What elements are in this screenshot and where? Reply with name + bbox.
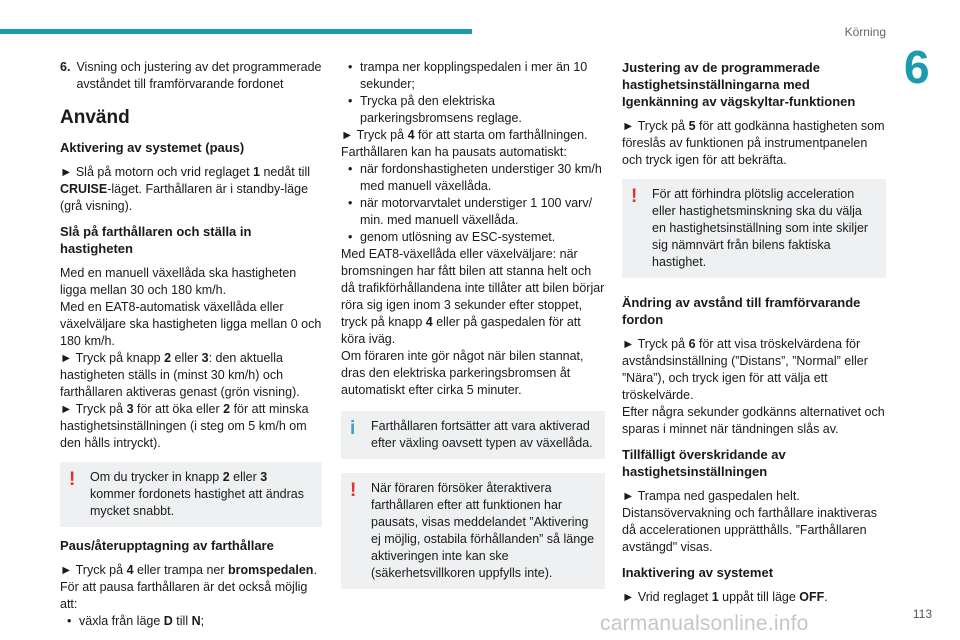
heading-andring: Ändring av avstånd till framförvarande fordon: [622, 295, 861, 327]
warning-icon: !: [350, 480, 357, 501]
heading-anvand: Använd: [60, 107, 130, 128]
paragraph: ► Tryck på 5 för att godkänna hastigheten som föreslås av funktionen på instrumentpanelen och tryck igen för att bekräfta.: [622, 119, 885, 167]
warning-note: ! Om du trycker in knapp 2 eller 3 kommer fordonets hastighet att ändras mycket snabbt.: [60, 462, 322, 527]
heading-justering: Justering av de programmerade hastighetsinställningarna med Igenkänning av vägskyltar-funktionen: [622, 60, 856, 109]
info-note: i Farthållaren fortsätter att vara aktiverad efter växling oavsett typen av växellåda.: [341, 411, 605, 459]
list-item: • Trycka på den elektriska parkeringsbromsens reglage.: [341, 93, 605, 127]
paragraph: Om föraren inte gör något när bilen stannat, dras den elektriska parkeringsbromsen åt automatiskt efter cirka 5 minuter.: [341, 349, 584, 397]
list-item: • genom utlösning av ESC-systemet.: [341, 229, 605, 246]
header-accent-bar: [0, 29, 472, 34]
paragraph: Med en EAT8-automatisk växellåda eller växelväljare ska hastigheten ligga mellan 0 och 180 km/h.: [60, 300, 322, 348]
section-name: Körning: [844, 25, 886, 39]
list-item: • växla från läge D till N;: [60, 613, 322, 630]
column-3: [622, 59, 886, 606]
paragraph: ► Tryck på 4 för att starta om farthållningen.: [341, 128, 588, 142]
paragraph: Efter några sekunder godkänns alternativet och sparas i minnet när tändningen slås av.: [622, 405, 885, 436]
heading-inaktivering: Inaktivering av systemet: [622, 565, 774, 580]
warning-note: ! När föraren försöker återaktivera farthållaren efter att funktionen har pausats, visas meddelandet ”Aktivering ej möjlig, ostabila förhållanden” så länge aktiveringen inte kan ske (säkerhetsvillkoren uppfylls inte).: [341, 473, 605, 589]
heading-aktivering: Aktivering av systemet (paus): [60, 140, 245, 155]
warning-icon: !: [631, 186, 638, 207]
paragraph: ► Vrid reglaget 1 uppåt till läge OFF.: [622, 590, 828, 604]
paragraph: ► Tryck på 3 för att öka eller 2 för att minska hastighetsinställningen (i steg om 5 km/h om den hålls intryckt).: [60, 402, 309, 450]
paragraph: ► Tryck på 4 eller trampa ner bromspedalen.: [60, 563, 317, 577]
paragraph: ► Tryck på 6 för att visa tröskelvärdena för avståndsinställning (”Distans”, ”Normal” eller ”Nära”), och tryck igen för att välja ett tröskelvärde.: [622, 337, 868, 402]
paragraph: ► Trampa ned gaspedalen helt.: [622, 489, 800, 503]
paragraph: Distansövervakning och farthållare inaktiveras då accelerationen upprätthålls. ”Farthållaren avstängd" visas.: [622, 506, 877, 554]
watermark: carmanualsonline.info: [600, 612, 809, 635]
column-1: [60, 59, 322, 630]
warning-note: ! För att förhindra plötslig acceleration eller hastighetsminskning ska du välja en hastighetsinställning som inte skiljer sig nämnvärt från bilens faktiska hastighet.: [622, 179, 886, 278]
bullet-list: [341, 59, 605, 127]
paragraph: Med EAT8-växellåda eller växelväljare: när bromsningen har fått bilen att stanna helt och då trafikförhållandena inte tillåter att bilen börjar röra sig igen inom 3 sekunder efter stoppet, tryck på knapp 4 eller på gaspedalen för att köra iväg.: [341, 247, 605, 346]
paragraph: För att pausa farthållaren är det också möjlig att:: [60, 580, 308, 611]
column-2: [341, 59, 605, 599]
chapter-number: 6: [904, 41, 930, 93]
heading-paus: Paus/återupptagning av farthållare: [60, 538, 274, 553]
heading-sla-pa: Slå på farthållaren och ställa in hastigheten: [60, 224, 252, 256]
paragraph: Farthållaren kan ha pausats automatiskt:: [341, 145, 567, 159]
list-item: • trampa ner kopplingspedalen i mer än 10 sekunder;: [341, 59, 605, 93]
bullet-list: [60, 613, 322, 630]
paragraph: ► Tryck på knapp 2 eller 3: den aktuella hastigheten ställs in (minst 30 km/h) och farthållaren aktiveras genast (grön visning).: [60, 351, 300, 399]
warning-icon: !: [69, 469, 76, 490]
bullet-list: [341, 161, 605, 246]
page-number: 113: [912, 607, 932, 621]
list-item: • när fordonshastigheten understiger 30 km/h med manuell växellåda.: [341, 161, 605, 195]
list-item: • när motorvarvtalet understiger 1 100 varv/ min. med manuell växellåda.: [341, 195, 605, 229]
heading-tillfalligt: Tillfälligt överskridande av hastighetsinställningen: [622, 447, 786, 479]
numbered-item: 6. Visning och justering av det programmerade avståndet till framförvarande fordonet: [60, 60, 322, 91]
paragraph: ► Slå på motorn och vrid reglaget 1 nedåt till CRUISE-läget. Farthållaren är i standby-läge (grå visning).: [60, 165, 311, 213]
info-icon: i: [350, 418, 356, 439]
paragraph: Med en manuell växellåda ska hastigheten ligga mellan 30 och 180 km/h.: [60, 266, 297, 297]
